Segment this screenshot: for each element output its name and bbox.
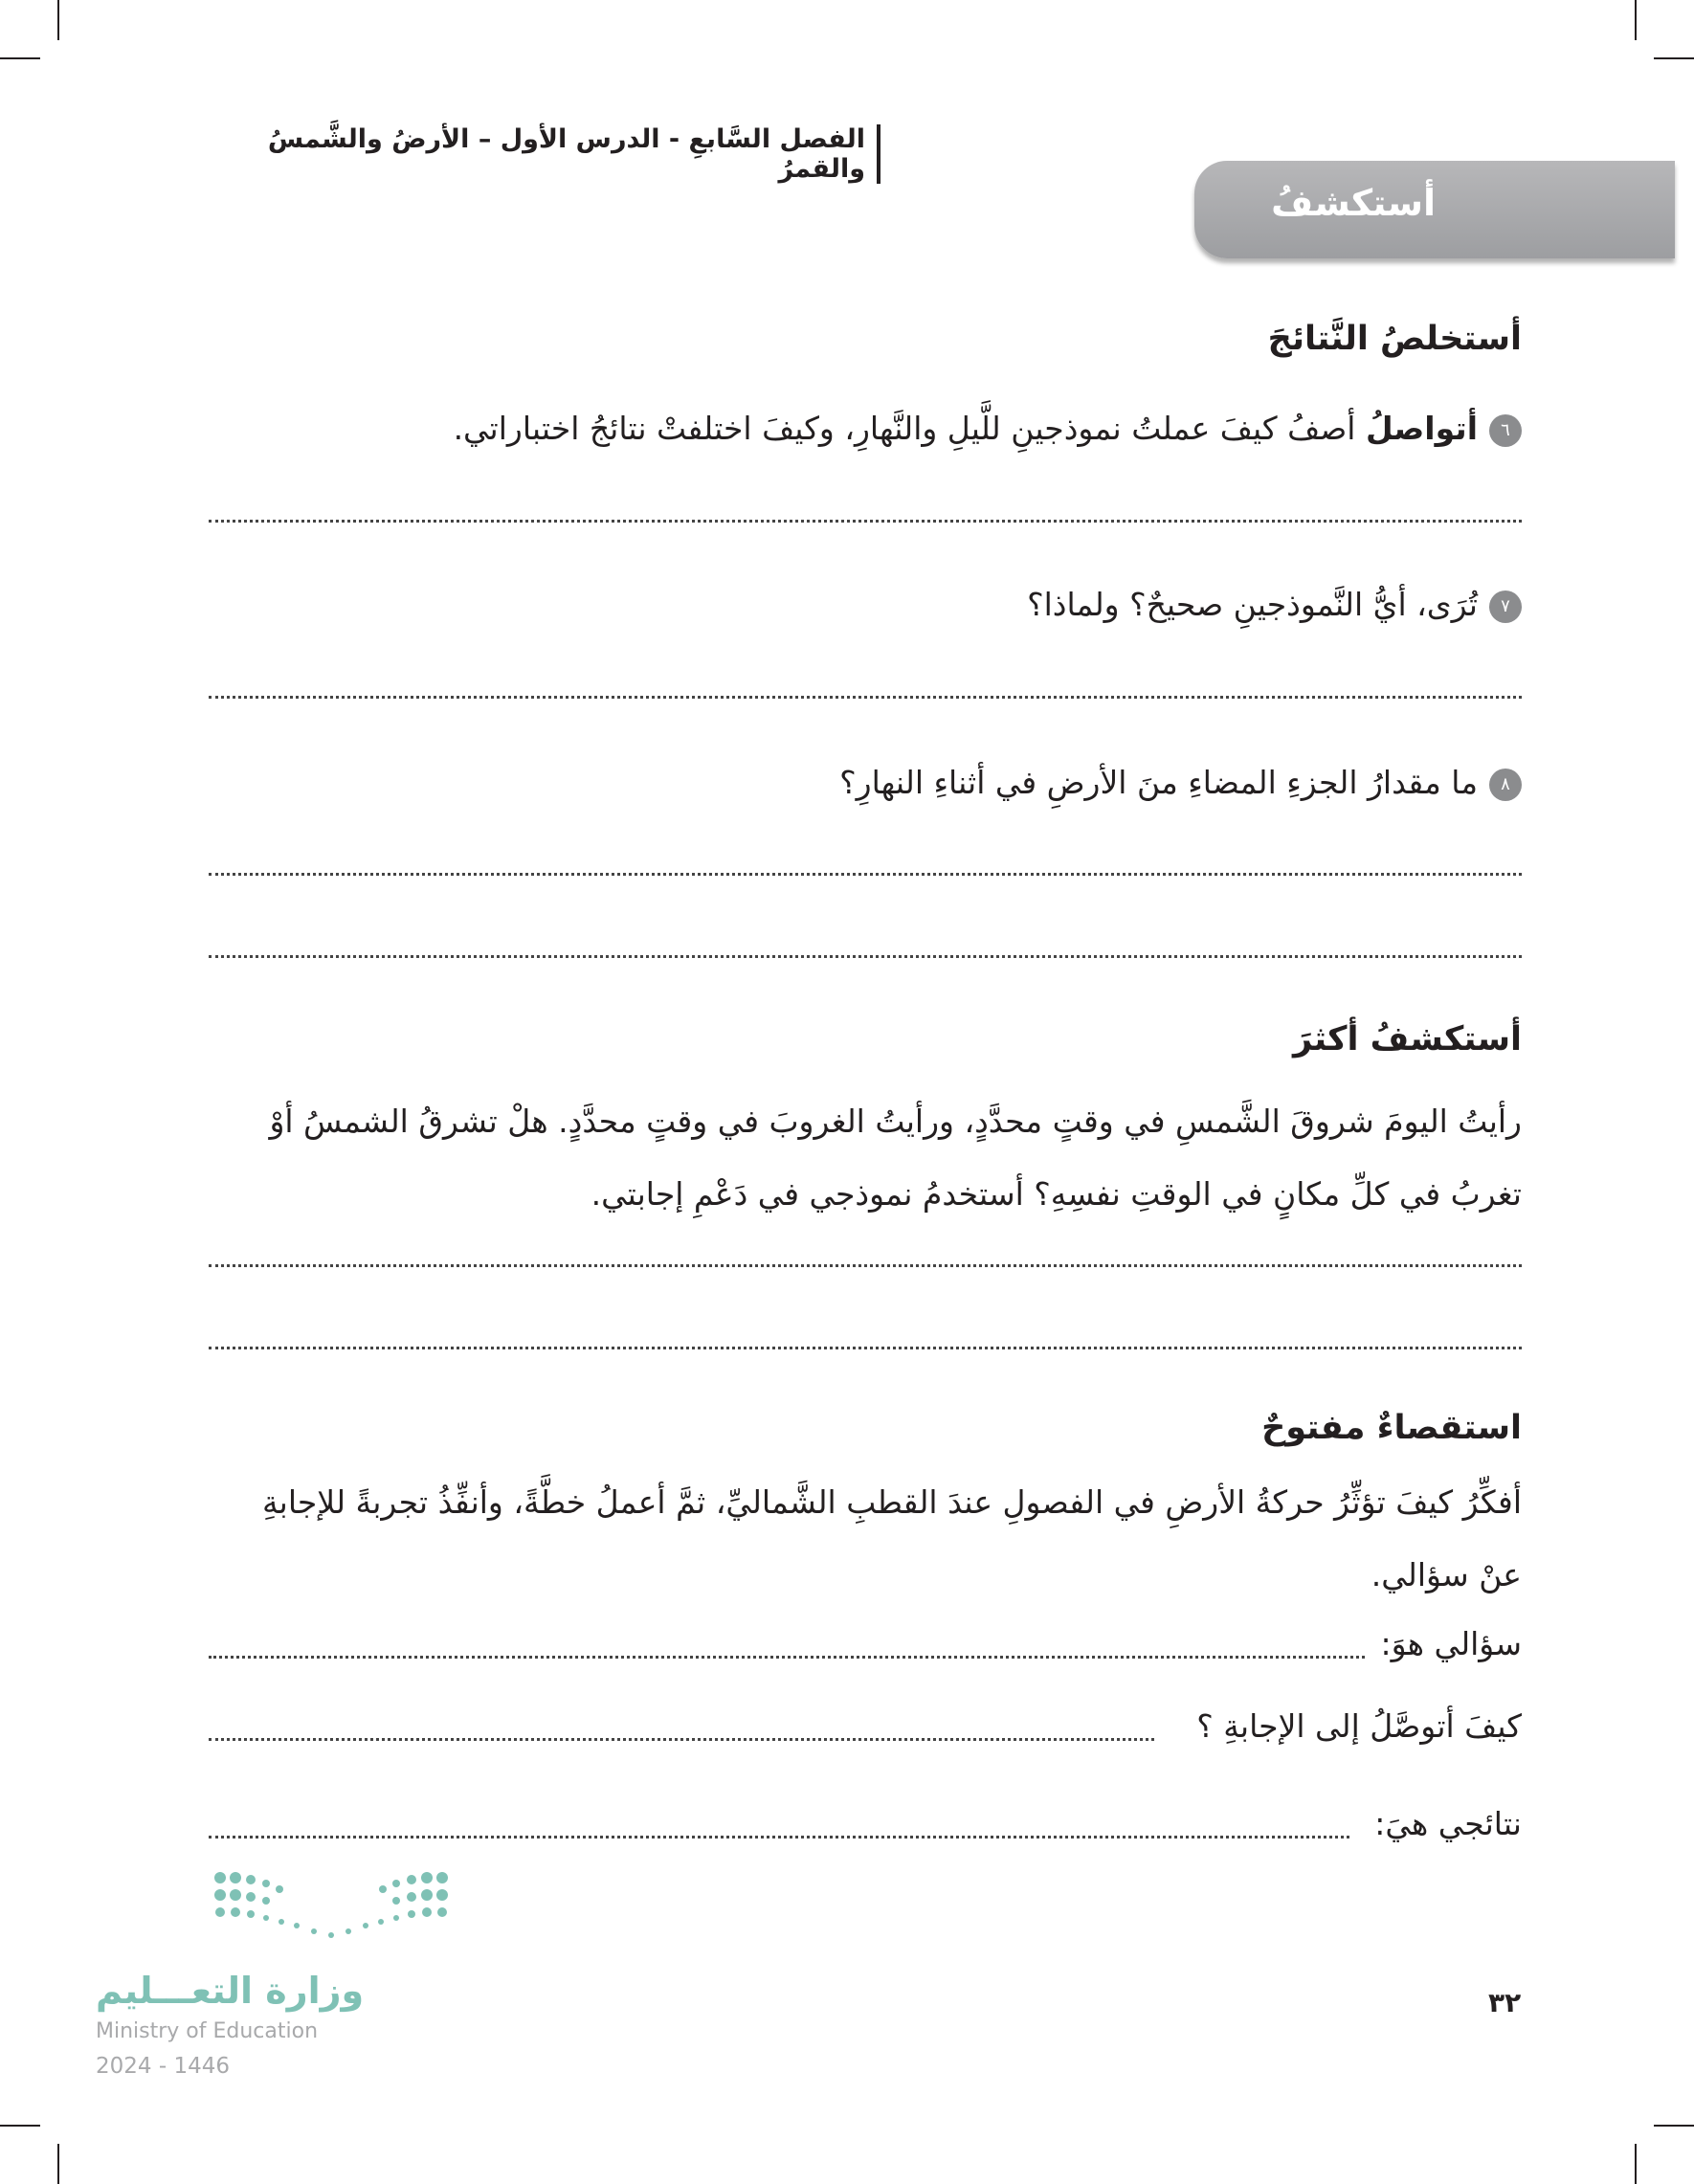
paragraph-line: رأيتُ اليومَ شروقَ الشَّمسِ في وقتٍ محدَّدٍ، ورأيتُ الغروبَ في وقتٍ محدَّدٍ. هلْ تشرقُ الشمسُ أوْ	[269, 1103, 1522, 1140]
explore-more-paragraph	[209, 1085, 1522, 1231]
conclusions-heading: أستخلصُ النَّتائجَ	[1267, 320, 1522, 358]
section-tab-label: أستكشفُ	[1271, 182, 1436, 224]
crop-mark	[1635, 0, 1637, 40]
my-question-label: سؤالي هوَ:	[1380, 1625, 1522, 1662]
ministry-name-arabic: وزارة التعـــليم	[96, 1970, 365, 2012]
skill-label: أتواصلُ	[1365, 410, 1478, 447]
crop-mark	[0, 2125, 40, 2127]
page-number: ٣٢	[1488, 1987, 1522, 2018]
crop-mark	[1654, 57, 1694, 59]
paragraph-line: عنْ سؤالي.	[1371, 1556, 1522, 1593]
answer-line[interactable]	[209, 1264, 1522, 1267]
crop-mark	[1654, 2125, 1694, 2127]
running-header: الفصل السَّابعِ - الدرس الأول – الأرضُ والشَّمسُ والقمرُ	[195, 124, 880, 184]
question-6	[209, 410, 1522, 447]
question-number-badge: ٧	[1489, 591, 1522, 623]
edition-year: 2024 - 1446	[96, 2054, 230, 2079]
my-question-line[interactable]	[209, 1656, 1365, 1659]
answer-line[interactable]	[209, 873, 1522, 876]
ministry-logo-icon	[212, 1868, 452, 1945]
explore-more-heading: أستكشفُ أكثرَ	[1293, 1020, 1522, 1059]
how-reach-label: كيفَ أتوصَّلُ إلى الإجابةِ ؟	[1196, 1707, 1522, 1745]
how-reach-line[interactable]	[209, 1738, 1154, 1741]
paragraph-line: أفكِّرُ كيفَ تؤثِّرُ حركةُ الأرضِ في الفصولِ عندَ القطبِ الشَّماليِّ، ثمَّ أعملُ خطَّةً، وأنفِّذُ تجربةً للإجابةِ	[261, 1483, 1522, 1521]
my-results-line[interactable]	[209, 1836, 1349, 1839]
open-inquiry-heading: استقصاءٌ مفتوحٌ	[1261, 1409, 1522, 1447]
answer-line[interactable]	[209, 520, 1522, 523]
section-tab	[1194, 161, 1675, 258]
paragraph-line: تغربُ في كلِّ مكانٍ في الوقتِ نفسِهِ؟ أستخدمُ نموذجي في دَعْمِ إجابتي.	[591, 1175, 1522, 1213]
question-text: أصفُ كيفَ عملتُ نموذجينِ للَّيلِ والنَّهارِ، وكيفَ اختلفتْ نتائجُ اختباراتي.	[453, 410, 1356, 447]
question-8	[209, 764, 1522, 801]
question-number-badge: ٦	[1489, 414, 1522, 447]
open-inquiry-paragraph	[209, 1466, 1522, 1612]
crop-mark	[0, 57, 40, 59]
answer-line[interactable]	[209, 1347, 1522, 1349]
answer-line[interactable]	[209, 955, 1522, 958]
crop-mark	[57, 2144, 59, 2184]
question-text: تُرَى، أيُّ النَّموذجينِ صحيحٌ؟ ولماذا؟	[1027, 586, 1478, 623]
ministry-name-english: Ministry of Education	[96, 2019, 319, 2043]
answer-line[interactable]	[209, 696, 1522, 699]
question-text: ما مقدارُ الجزءِ المضاءِ منَ الأرضِ في أثناءِ النهارِ؟	[839, 764, 1478, 801]
my-results-label: نتائجي هيَ:	[1374, 1805, 1522, 1842]
crop-mark	[1635, 2144, 1637, 2184]
crop-mark	[57, 0, 59, 40]
question-7	[209, 586, 1522, 623]
question-number-badge: ٨	[1489, 769, 1522, 801]
